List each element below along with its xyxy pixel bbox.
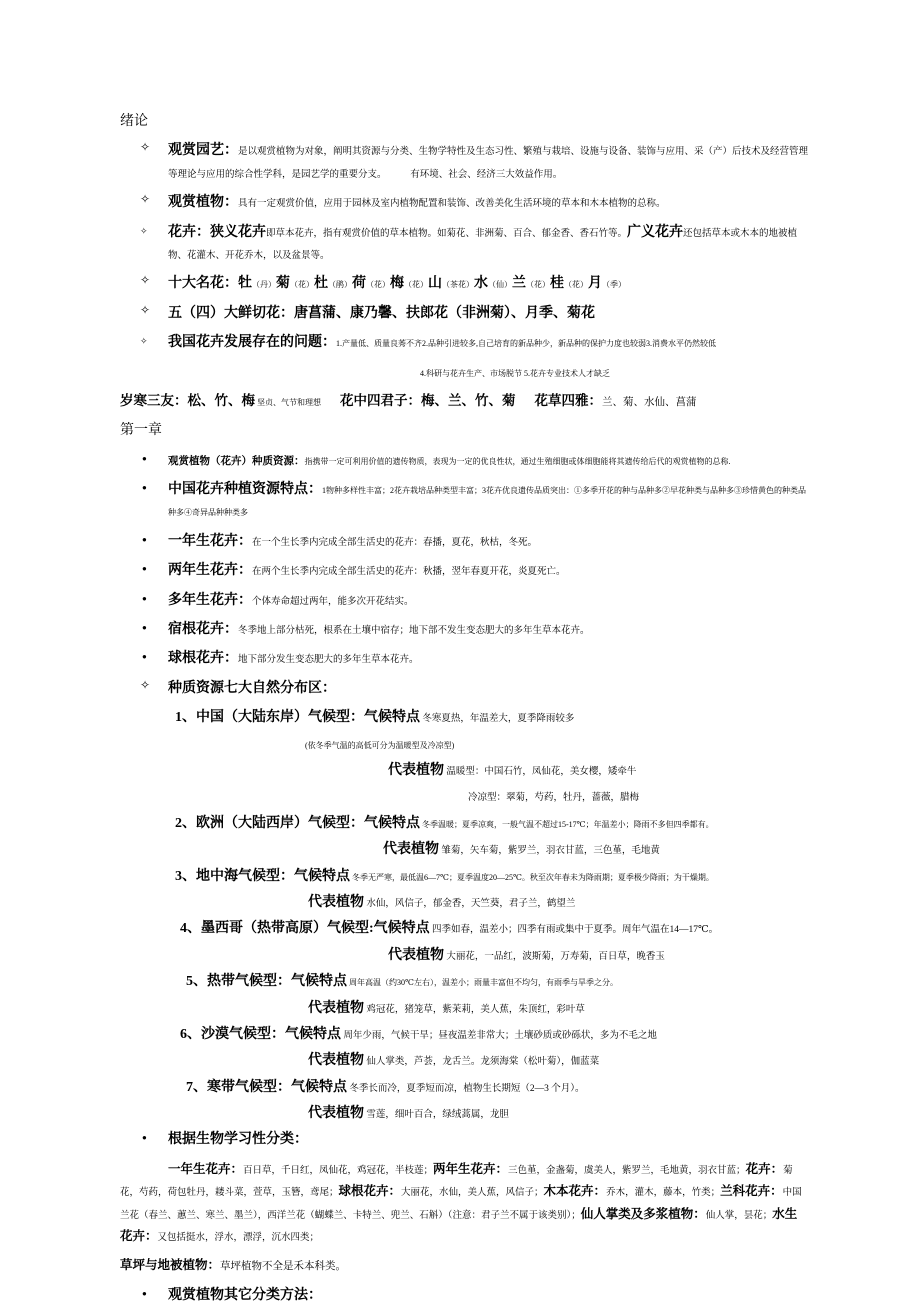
- text-segment: 7、寒带气候型：: [186, 1079, 291, 1095]
- item-classification-by-habit: [120, 1128, 808, 1150]
- text-segment: 三色堇，金盏菊，虞美人，紫罗兰，毛地黄，羽衣甘蓝；: [508, 1165, 746, 1176]
- text-segment: 观赏植物其它分类方法：: [168, 1287, 322, 1302]
- text-segment: 代表植物: [388, 947, 444, 963]
- text-segment: 五（四）大鲜切花：唐菖蒲、康乃馨、扶郎花（非洲菊）、月季、菊花: [168, 305, 595, 321]
- text-segment: 花卉：: [745, 1161, 784, 1176]
- item-other-classification-methods: [120, 1284, 808, 1302]
- zone-1-china-heading: [120, 706, 808, 728]
- zone-3-mediterranean-heading: [120, 865, 808, 887]
- text-segment: 绪论: [120, 114, 148, 129]
- text-segment: 气候特点: [373, 921, 430, 937]
- text-segment: (依冬季气温的高低可分为温暖型及冷凉型): [305, 740, 455, 750]
- text-segment: 山: [428, 276, 442, 292]
- text-segment: 两年生花卉：: [433, 1161, 509, 1176]
- text-segment: 还包括草本或木本的地被植物、花灌木、开花乔木，以及盆景等。: [168, 228, 798, 261]
- bullet-icon: ●: [142, 623, 147, 633]
- text-segment: （仙）: [488, 280, 512, 290]
- bullet-icon: ●: [142, 483, 147, 493]
- text-segment: 水: [474, 276, 488, 292]
- text-segment: 冬寒夏热，年温差大，夏季降雨较多: [420, 714, 575, 725]
- text-segment: 代表植物: [308, 894, 364, 910]
- text-segment: 气候特点: [285, 1026, 341, 1042]
- text-segment: 宿根花卉：: [168, 622, 238, 638]
- text-segment: （茶花）: [442, 280, 474, 290]
- line-three-friends: [120, 390, 808, 412]
- text-segment: 3、地中海气候型：: [175, 868, 294, 884]
- bullet-icon: ●: [142, 534, 147, 544]
- document-body: [120, 110, 808, 1302]
- text-segment: 水仙，风信子，郁金香，天竺葵，君子兰，鹤望兰: [364, 898, 576, 909]
- text-segment: 代表植物: [308, 1106, 364, 1122]
- text-segment: 地下部分发生变态肥大的多年生草本花卉。: [238, 655, 419, 666]
- zone-7-representative: [120, 1102, 808, 1124]
- text-segment: 花中四君子：梅、兰、竹、菊: [340, 392, 516, 408]
- text-segment: 根据生物学习性分类：: [168, 1132, 308, 1148]
- text-segment: 仙人掌类，芦荟，龙舌兰。龙须海棠（松叶菊），伽蓝菜: [364, 1057, 600, 1068]
- zone-1-representative-cool: [120, 785, 808, 807]
- text-segment: （季）: [602, 280, 626, 290]
- zone-2-europe-heading: [120, 812, 808, 834]
- text-segment: 广义花卉: [627, 224, 684, 240]
- text-segment: 仙人掌类及多浆植物：: [580, 1206, 706, 1221]
- bullet-icon: ●: [142, 652, 147, 662]
- zone-1-representative-warm: [120, 759, 808, 781]
- text-segment: 球根花卉：: [338, 1184, 402, 1199]
- zone-5-representative: [120, 997, 808, 1019]
- text-segment: 冬季长而冷，夏季短而凉，植物生长期短（2—3 个月）。: [347, 1083, 585, 1094]
- item-seven-distribution-zones: [120, 677, 808, 699]
- bullet-icon: ●: [142, 1133, 147, 1143]
- zone-2-representative: [120, 838, 808, 860]
- text-segment: 具有一定观赏价值，应用于园林及室内植物配置和装饰、改善美化生活环境的草本和木本植物的总称。: [238, 199, 666, 210]
- classification-detail: [120, 1158, 808, 1248]
- text-segment: 代表植物: [388, 762, 444, 778]
- text-segment: 即草本花卉，指有观赏价值的草本植物。如菊花、非洲菊、百合、郁金香、香石竹等。: [266, 228, 628, 239]
- item-flowers-definition: [120, 221, 808, 266]
- text-segment: 冷凉型：翠菊，芍药，牡丹，蔷薇，腊梅: [468, 793, 640, 804]
- text-segment: 狭义花卉: [210, 224, 266, 240]
- text-segment: 兰、菊、水仙、菖蒲: [602, 396, 697, 408]
- item-perennial-flowers: [120, 589, 808, 611]
- text-segment: 4.科研与花卉生产、市场脱节 5.花卉专业技术人才缺乏: [420, 368, 610, 378]
- text-segment: 牡: [238, 276, 252, 292]
- item-development-problems: [120, 331, 808, 353]
- text-segment: （花）: [366, 280, 390, 290]
- text-segment: 气候特点: [291, 1079, 347, 1095]
- text-segment: 梅: [390, 276, 404, 292]
- text-segment: 雏菊，矢车菊，紫罗兰，羽衣甘蓝，三色堇，毛地黄: [439, 846, 660, 857]
- item-bulb-flowers: [120, 647, 808, 669]
- item-ornamental-plants: [120, 191, 808, 213]
- bullet-icon: ●: [142, 1288, 147, 1298]
- text-segment: 1、中国（大陆东岸）气候型：: [175, 710, 364, 726]
- text-segment: 岁寒三友：: [120, 392, 188, 408]
- text-segment: 周年高温（约30℃左右），温差小；雨量丰富但不均匀，有雨季与旱季之分。: [347, 978, 618, 988]
- section-title-chapter1: [120, 419, 808, 441]
- text-segment: （花）: [290, 280, 314, 290]
- text-segment: 冬季无严寒，最低温6—7℃；夏季温度20—25℃。秋至次年春未为降雨期；夏季极少降雨；为干燥期。: [350, 872, 714, 882]
- text-segment: 代表植物: [383, 842, 439, 858]
- text-segment: 中国兰花（春兰、蕙兰、寒兰、墨兰），西洋兰花（蝴蝶兰、卡特兰、兜兰、石斛）（注意：君子兰不属于该类别）；: [120, 1188, 802, 1221]
- text-segment: 种质资源七大自然分布区：: [168, 680, 336, 696]
- text-segment: 中国花卉种植资源特点：: [168, 482, 322, 498]
- zone-6-desert-heading: [120, 1023, 808, 1045]
- text-segment: 指携带一定可利用价值的遗传物质，表现为一定的优良性状，通过生殖细胞或体细胞能将其遗传给后代的观赏植物的总称.: [304, 456, 731, 466]
- zone-4-representative: [120, 944, 808, 966]
- text-segment: 水生花卉：: [120, 1206, 798, 1244]
- text-segment: 两年生花卉：: [168, 563, 252, 579]
- diamond-icon: ✧: [140, 273, 151, 288]
- text-segment: 松、竹、梅: [187, 392, 255, 408]
- text-segment: 球根花卉：: [168, 651, 238, 667]
- item-cut-flowers: [120, 302, 808, 324]
- item-china-resource-traits: [120, 478, 808, 523]
- text-segment: 四季如春，温差小；四季有雨或集中于夏季。周年气温在14—17℃。: [429, 925, 719, 936]
- text-segment: 鸡冠花，猪笼草，紫茉莉，美人蕉，朱顶红，彩叶草: [364, 1004, 585, 1015]
- text-segment: 杜: [314, 276, 328, 292]
- item-development-problems-cont: [120, 361, 808, 383]
- text-segment: 菊花，芍药，荷包牡丹，耧斗菜，萱草，玉簪，鸢尾；: [120, 1165, 793, 1199]
- text-segment: （鹃）: [328, 280, 352, 290]
- text-segment: 气候特点: [364, 815, 420, 831]
- text-segment: 冬季地上部分枯死，根系在土壤中宿存；地下部不发生变态肥大的多年生草本花卉。: [238, 626, 590, 637]
- text-segment: 代表植物: [308, 1053, 364, 1069]
- bullet-icon: ●: [142, 564, 147, 574]
- text-segment: 在一个生长季内完成全部生活史的花卉：春播，夏花，秋枯，冬死。: [252, 537, 538, 548]
- text-segment: 1物种多样性丰富；2花卉栽培品种类型丰富；3花卉优良遗传品质突出：①多季开花的种与品种多②早花种类与品种多③珍惜黄色的种类品种多④奇异品种种类多: [168, 486, 806, 518]
- text-segment: 乔木，灌木，藤本，竹类；: [606, 1188, 721, 1199]
- item-ten-famous-flowers: [120, 272, 808, 294]
- text-segment: [516, 398, 535, 408]
- text-segment: 兰: [512, 276, 526, 292]
- text-segment: （花）: [564, 280, 588, 290]
- text-segment: 2、欧洲（大陆西岸）气候型：: [175, 815, 364, 831]
- item-annual-flowers: [120, 530, 808, 552]
- text-segment: 观赏植物：: [168, 195, 238, 211]
- text-segment: 草坪植物不全是禾本科类。: [220, 1261, 347, 1273]
- text-segment: 仙人掌，昙花；: [705, 1210, 773, 1221]
- text-segment: 木本花卉：: [543, 1184, 607, 1199]
- text-segment: 菊: [276, 276, 290, 292]
- text-segment: 代表植物: [308, 1000, 364, 1016]
- text-segment: 荷: [352, 276, 366, 292]
- zone-4-mexico-heading: [120, 917, 808, 939]
- text-segment: 5、热带气候型：: [186, 974, 291, 990]
- text-segment: 温暖型：中国石竹，凤仙花，美女樱，矮牵牛: [444, 766, 637, 777]
- zone-3-representative: [120, 891, 808, 913]
- bullet-icon: ●: [142, 453, 147, 463]
- text-segment: 气候特点: [364, 710, 420, 726]
- item-germplasm-resources: [120, 449, 808, 471]
- text-segment: 桂: [550, 276, 564, 292]
- section-title-intro: [120, 110, 808, 132]
- text-segment: 观赏植物（花卉）种质资源：: [168, 455, 305, 467]
- text-segment: 又包括挺水，浮水，漂浮，沉水四类；: [157, 1233, 320, 1244]
- text-segment: 气候特点: [294, 868, 350, 884]
- text-segment: 在两个生长季内完成全部生活史的花卉：秋播，翌年春夏开花，炎夏死亡。: [252, 567, 566, 578]
- text-segment: 大丽花，一品红，波斯菊，万寿菊，百日草，晚香玉: [444, 951, 665, 962]
- text-segment: 6、沙漠气候型：: [180, 1026, 285, 1042]
- text-segment: 气候特点: [291, 974, 347, 990]
- text-segment: 草坪与地被植物：: [120, 1258, 221, 1273]
- text-segment: 冬季温暖；夏季凉爽，一般气温不超过15-17℃；年温差小；降雨不多但四季都有。: [420, 819, 714, 829]
- text-segment: 花卉：: [168, 224, 210, 240]
- text-segment: 多年生花卉：: [168, 592, 252, 608]
- zone-5-tropical-heading: [120, 970, 808, 992]
- zone-7-cold-heading: [120, 1076, 808, 1098]
- zone-6-representative: [120, 1049, 808, 1071]
- text-segment: 十大名花：: [168, 276, 238, 292]
- text-segment: 花草四雅：: [534, 392, 603, 408]
- zone-1-note: [120, 733, 808, 755]
- diamond-icon: ✧: [140, 302, 151, 317]
- text-segment: 月: [588, 276, 602, 292]
- item-ornamental-horticulture: [120, 139, 808, 184]
- text-segment: 周年少雨，气候干旱；昼夜温差非常大；土壤砂质或砂砾状，多为不毛之地: [341, 1030, 657, 1041]
- diamond-icon: ✧: [140, 140, 151, 155]
- text-segment: 大丽花，水仙，美人蕉，风信子；: [401, 1188, 544, 1199]
- text-segment: 个体寿命超过两年，能多次开花结实。: [252, 596, 414, 607]
- item-herbaceous-perennial-flowers: [120, 618, 808, 640]
- text-segment: （花）: [526, 280, 550, 290]
- text-segment: 我国花卉发展存在的问题：: [168, 335, 336, 351]
- text-segment: 一年生花卉：: [168, 533, 252, 549]
- text-segment: 兰科花卉：: [720, 1184, 783, 1199]
- text-segment: 观赏园艺：: [168, 143, 238, 159]
- diamond-icon: ✧: [140, 677, 151, 692]
- text-segment: 1.产量低、质量良莠不齐2.品种引进较多,自己培育的新品种少，新品种的保护力度也较弱3.消费水平仍然较低: [336, 339, 716, 349]
- text-segment: 第一章: [120, 423, 162, 439]
- diamond-icon: ✧: [140, 336, 148, 347]
- text-segment: 一年生花卉：: [168, 1161, 244, 1176]
- classification-lawn-groundcover: [120, 1254, 808, 1276]
- text-segment: [321, 398, 340, 408]
- text-segment: 百日草，千日红，凤仙花，鸡冠花，半枝莲；: [243, 1165, 434, 1176]
- diamond-icon: ✧: [140, 192, 151, 207]
- text-segment: 坚贞、气节和理想: [255, 397, 321, 407]
- text-segment: 是以观赏植物为对象，阐明其资源与分类、生物学特性及生态习性、繁殖与栽培、设施与设备、装饰与应用、采（产）后技术及经营管理等理论与应用的综合性学科，是园艺学的重要分支。 有环境、社会、经济三大效益作用。: [168, 147, 809, 180]
- text-segment: （丹）: [252, 280, 276, 290]
- text-segment: 雪莲，细叶百合，绿绒蒿属，龙胆: [364, 1110, 509, 1121]
- bullet-icon: ●: [142, 593, 147, 603]
- item-biennial-flowers: [120, 559, 808, 581]
- text-segment: 4、墨西哥（热带高原）气候型:: [180, 921, 374, 937]
- diamond-icon: ✧: [140, 225, 148, 236]
- text-segment: （花）: [404, 280, 428, 290]
